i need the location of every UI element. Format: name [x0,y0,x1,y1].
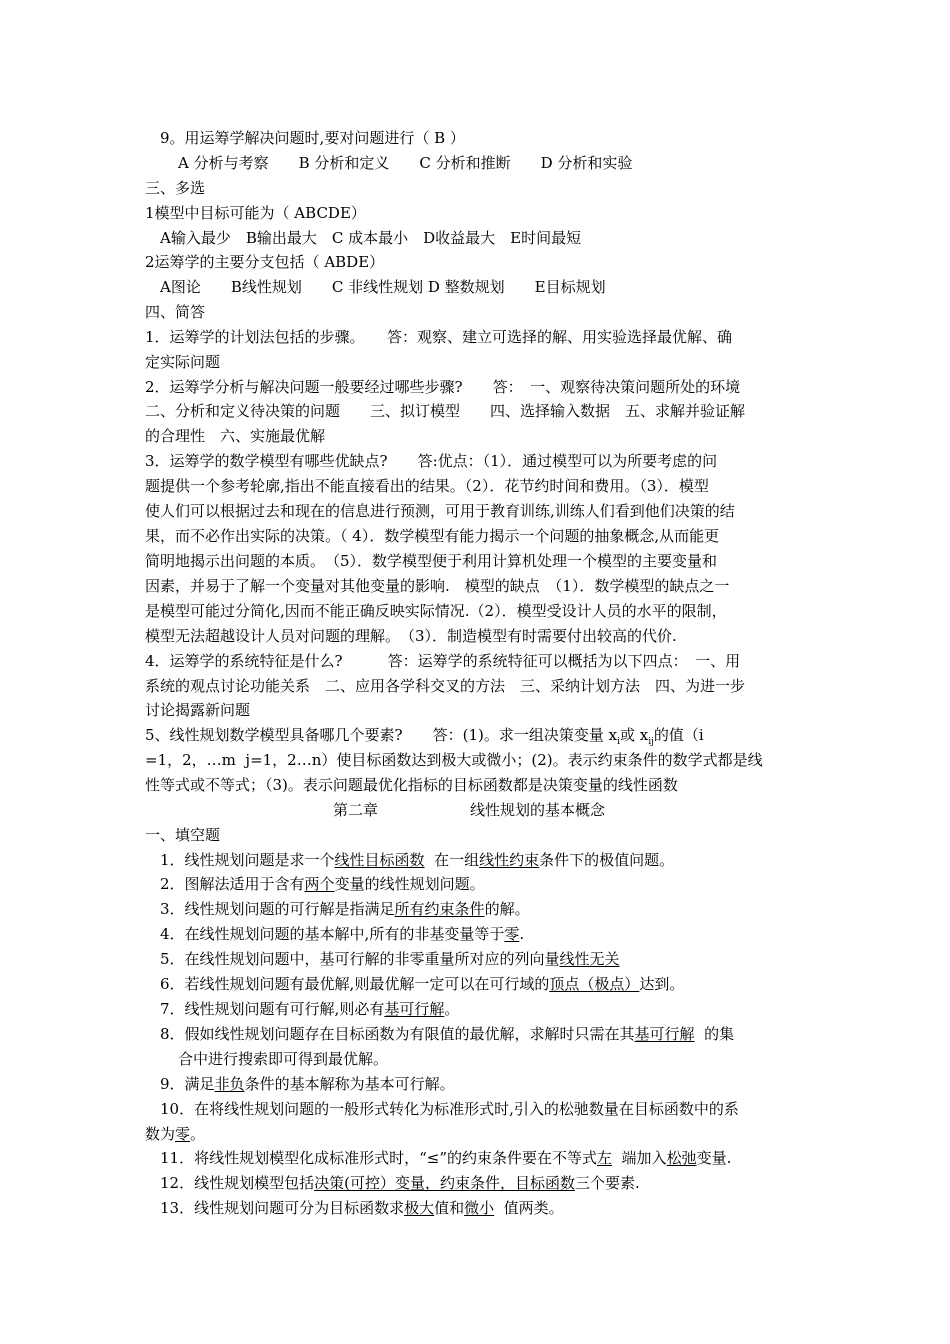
section-multiple-choice: 三、多选 [145,179,206,197]
short-answer-2-cont: 的合理性 六、实施最优解 [145,427,326,445]
mc-question-2-options: A图论 B线性规划 C 非线性规划 D 整数规划 E目标规划 [160,278,606,296]
short-answer-1-cont: 定实际问题 [145,353,221,371]
short-answer-4-cont: 系统的观点讨论功能关系 二、应用各学科交叉的方法 三、采纳计划方法 四、为进一步 [145,677,746,695]
short-answer-3-cont: 果，而不必作出实际的决策。（ 4）．数学模型有能力揭示一个问题的抽象概念,从而能更 [145,527,720,545]
short-answer-3-cont: 题提供一个参考轮廓,指出不能直接看出的结果。（2）．花节约时间和费用。（3）．模型 [145,477,709,495]
short-answer-3-cont: 模型无法超越设计人员对问题的理解。 （3）．制造模型有时需要付出较高的代价. [145,627,677,645]
short-answer-3-cont: 因素，并易于了解一个变量对其他变量的影响. 模型的缺点 （1）．数学模型的缺点之一 [145,577,730,595]
fill-question-3: 3．线性规划问题的可行解是指满足所有约束条件的解。 [160,900,530,918]
fill-question-6: 6．若线性规划问题有最优解,则最优解一定可以在可行域的顶点（极点）达到。 [160,975,685,993]
mc-question-1-options: A输入最少 B输出最大 C 成本最小 D收益最大 E时间最短 [160,229,582,247]
short-answer-3-cont: 简明地揭示出问题的本质。 （5）．数学模型便于利用计算机处理一个模型的主要变量和 [145,552,718,570]
section-fill-blank: 一、填空题 [145,826,221,844]
chapter-title: 线性规划的基本概念 [470,801,606,819]
question-9: 9。用运筹学解决问题时,要对问题进行（ B ） [160,129,465,147]
short-answer-2: 2．运筹学分析与解决问题一般要经过哪些步骤? 答： 一、观察待决策问题所处的环境 [145,378,741,396]
fill-question-10-cont: 数为零。 [145,1125,206,1143]
short-answer-3-cont: 是模型可能过分简化,因而不能正确反映实际情况.（2）．模型受设计人员的水平的限制， [145,602,727,620]
short-answer-4: 4．运筹学的系统特征是什么? 答：运筹学的系统特征可以概括为以下四点： 一、用 [145,652,741,670]
fill-question-10: 10．在将线性规划问题的一般形式转化为标准形式时,引入的松驰数量在目标函数中的系 [160,1100,739,1118]
short-answer-1: 1．运筹学的计划法包括的步骤。 答：观察、建立可选择的解、用实验选择最优解、确 [145,328,733,346]
fill-question-12: 12．线性规划模型包括决策(可控）变量，约束条件，目标函数三个要素. [160,1174,640,1192]
short-answer-3-cont: 使人们可以根据过去和现在的信息进行预测，可用于教育训练,训练人们看到他们决策的结 [145,502,735,520]
fill-question-11: 11．将线性规划模型化成标准形式时，“≤”的约束条件要在不等式左 端加入松弛变量. [160,1149,732,1167]
fill-question-13: 13．线性规划问题可分为目标函数求极大值和微小 值两类。 [160,1199,564,1217]
fill-question-7: 7．线性规划问题有可行解,则必有基可行解。 [160,1000,460,1018]
mc-question-2: 2运筹学的主要分支包括（ ABDE） [145,253,385,271]
fill-question-8: 8．假如线性规划问题存在目标函数为有限值的最优解，求解时只需在其基可行解 的集 [160,1025,735,1043]
chapter-number: 第二章 [333,801,379,819]
fill-question-2: 2．图解法适用于含有两个变量的线性规划问题。 [160,875,485,893]
fill-question-1: 1．线性规划问题是求一个线性目标函数 在一组线性约束条件下的极值问题。 [160,851,675,869]
mc-question-1: 1模型中目标可能为（ ABCDE） [145,204,366,222]
short-answer-5-cont: =1，2，…m j=1，2…n）使目标函数达到极大或微小；(2)。表示约束条件的数学式都是线 [145,751,763,769]
short-answer-5-cont: 性等式或不等式；（3)。表示问题最优化指标的目标函数都是决策变量的线性函数 [145,776,678,794]
fill-question-8-cont: 合中进行搜索即可得到最优解。 [178,1050,389,1068]
short-answer-3: 3．运筹学的数学模型有哪些优缺点? 答:优点：（1）．通过模型可以为所要考虑的问 [145,452,718,470]
short-answer-2-cont: 二、分析和定义待决策的问题 三、拟订模型 四、选择输入数据 五、求解并验证解 [145,402,746,420]
short-answer-5: 5、线性规划数学模型具备哪几个要素? 答：(1)。求一组决策变量 $x_i$或 $x_{ij}$的值（i [145,726,704,747]
fill-question-9: 9．满足非负条件的基本解称为基本可行解。 [160,1075,455,1093]
fill-question-4: 4．在线性规划问题的基本解中,所有的非基变量等于零. [160,925,525,943]
section-short-answer: 四、简答 [145,303,206,321]
question-9-options: A 分析与考察 B 分析和定义 C 分析和推断 D 分析和实验 [178,154,633,172]
short-answer-4-cont: 讨论揭露新问题 [145,701,251,719]
fill-question-5: 5．在线性规划问题中，基可行解的非零重量所对应的列向量线性无关 [160,950,620,968]
